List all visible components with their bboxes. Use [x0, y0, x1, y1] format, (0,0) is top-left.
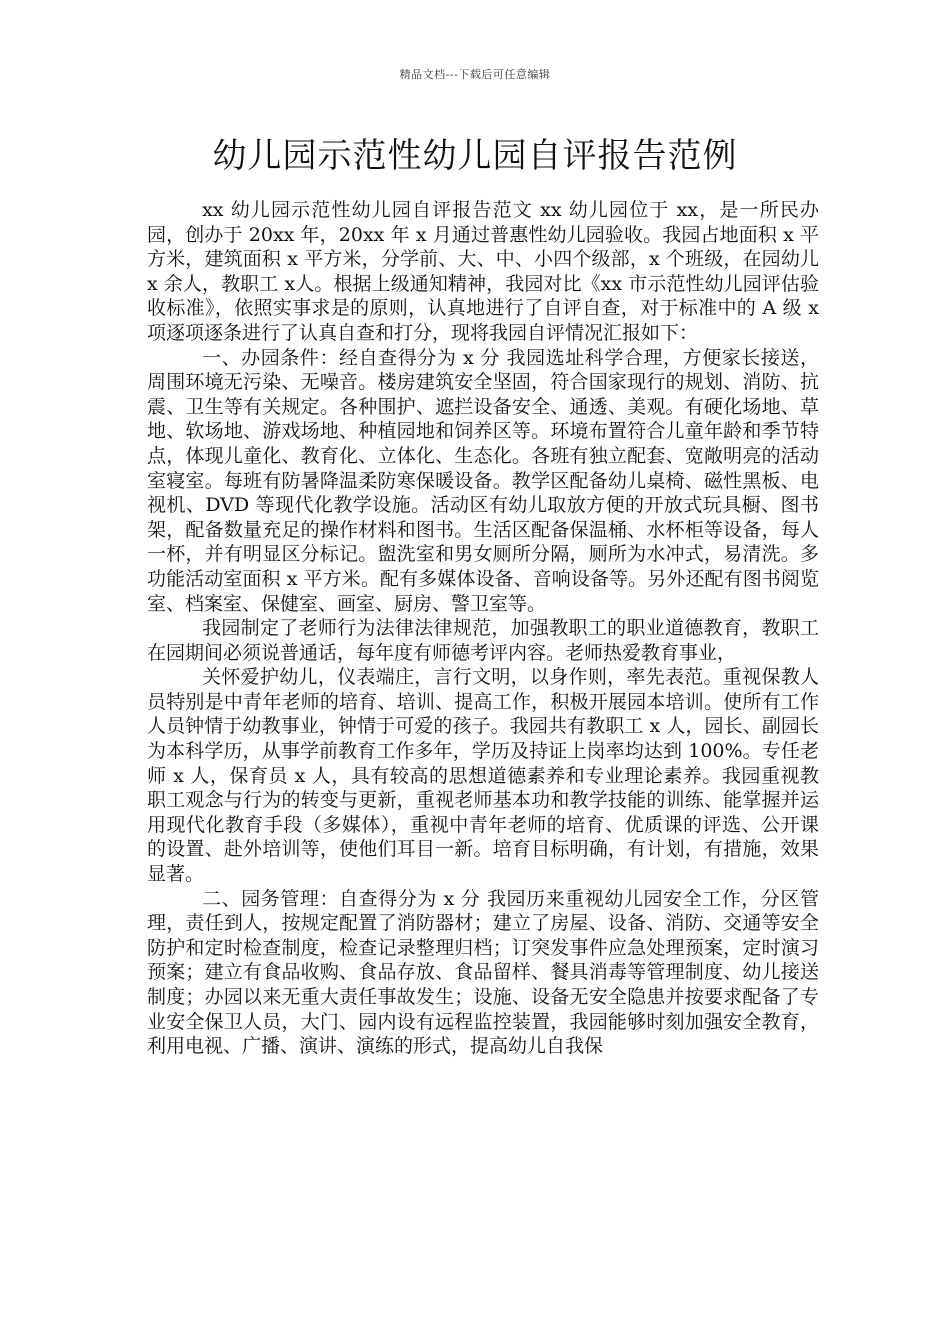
paragraph-intro: xx 幼儿园示范性幼儿园自评报告范文 xx 幼儿园位于 xx，是一所民办园，创办于 20xx 年，20xx 年 x 月通过普惠性幼儿园验收。我园占地面积 x 平方米，建筑面积 x 平方米，分学前、大、中、小四个级部，x 个班级，在园幼儿 x 余人，教职工 x人。根据上级通知精神，我园对比《xx 市示范性幼儿园评估验收标准》，依照实事求是的原则，认真地进行了自评自查，对于标准中的 A 级 x项逐项逐条进行了认真自查和打分，现将我园自评情况汇报如下：: [147, 199, 819, 344]
paragraph-management: 二、园务管理：自查得分为 x 分 我园历来重视幼儿园安全工作，分区管理，责任到人，按规定配置了消防器材；建立了房屋、设备、消防、交通等安全防护和定时检查制度，检查记录整理归档；订突发事件应急处理预案，定时演习预案；建立有食品收购、食品存放、食品留样、餐具消毒等管理制度、幼儿接送制度；办园以来无重大责任事故发生；设施、设备无安全隐患并按要求配备了专业安全保卫人员，大门、园内设有远程监控装置，我园能够时刻加强安全教育，利用电视、广播、演讲、演练的形式，提高幼儿自我保: [147, 887, 819, 1058]
paragraph-teacher-conduct: 我园制定了老师行为法律法律规范，加强教职工的职业道德教育，教职工在园期间必须说普通话，每年度有师德考评内容。老师热爱教育事业，: [147, 617, 819, 664]
header-note: 精品文档---下载后可任意编辑: [399, 68, 551, 81]
paragraph-conditions: 一、办园条件：经自查得分为 x 分 我园选址科学合理，方便家长接送，周围环境无污染、无噪音。楼房建筑安全坚固，符合国家现行的规划、消防、抗震、卫生等有关规定。各种围护、遮拦设备安全、通透、美观。有硬化场地、草地、软场地、游戏场地、种植园地和饲养区等。环境布置符合儿童年龄和季节特点，体现儿童化、教育化、立体化、生态化。各班有独立配套、宽敞明亮的活动室寝室。每班有防暑降温柔防寒保暖设备。教学区配备幼儿桌椅、磁性黑板、电视机、DVD 等现代化教学设施。活动区有幼儿取放方便的开放式玩具橱、图书架，配备数量充足的操作材料和图书。生活区配备保温桶、水杯柜等设备，每人一杯，并有明显区分标记。盥洗室和男女厕所分隔，厕所为水冲式，易清洗。多功能活动室面积 x 平方米。配有多媒体设备、音响设备等。另外还配有图书阅览室、档案室、保健室、画室、厨房、警卫室等。: [147, 346, 819, 615]
paragraph-staff: 关怀爱护幼儿，仪表端庄，言行文明，以身作则，率先表范。重视保教人员特别是中青年老师的培育、培训、提高工作，积极开展园本培训。使所有工作人员钟情于幼教事业，钟情于可爱的孩子。我园共有教职工 x 人，园长、副园长为本科学历，从事学前教育工作多年，学历及持证上岗率均达到 100%。专任老师 x 人，保育员 x 人，具有较高的思想道德素养和专业理论素养。我园重视教职工观念与行为的转变与更新，重视老师基本功和教学技能的训练、能掌握并运用现代化教育手段（多媒体），重视中青年老师的培育、优质课的评选、公开课的设置、赴外培训等，使他们耳目一新。培育目标明确，有计划，有措施，效果显著。: [147, 666, 819, 886]
document-body: [147, 198, 819, 1059]
document-title: 幼儿园示范性幼儿园自评报告范例: [212, 136, 738, 176]
